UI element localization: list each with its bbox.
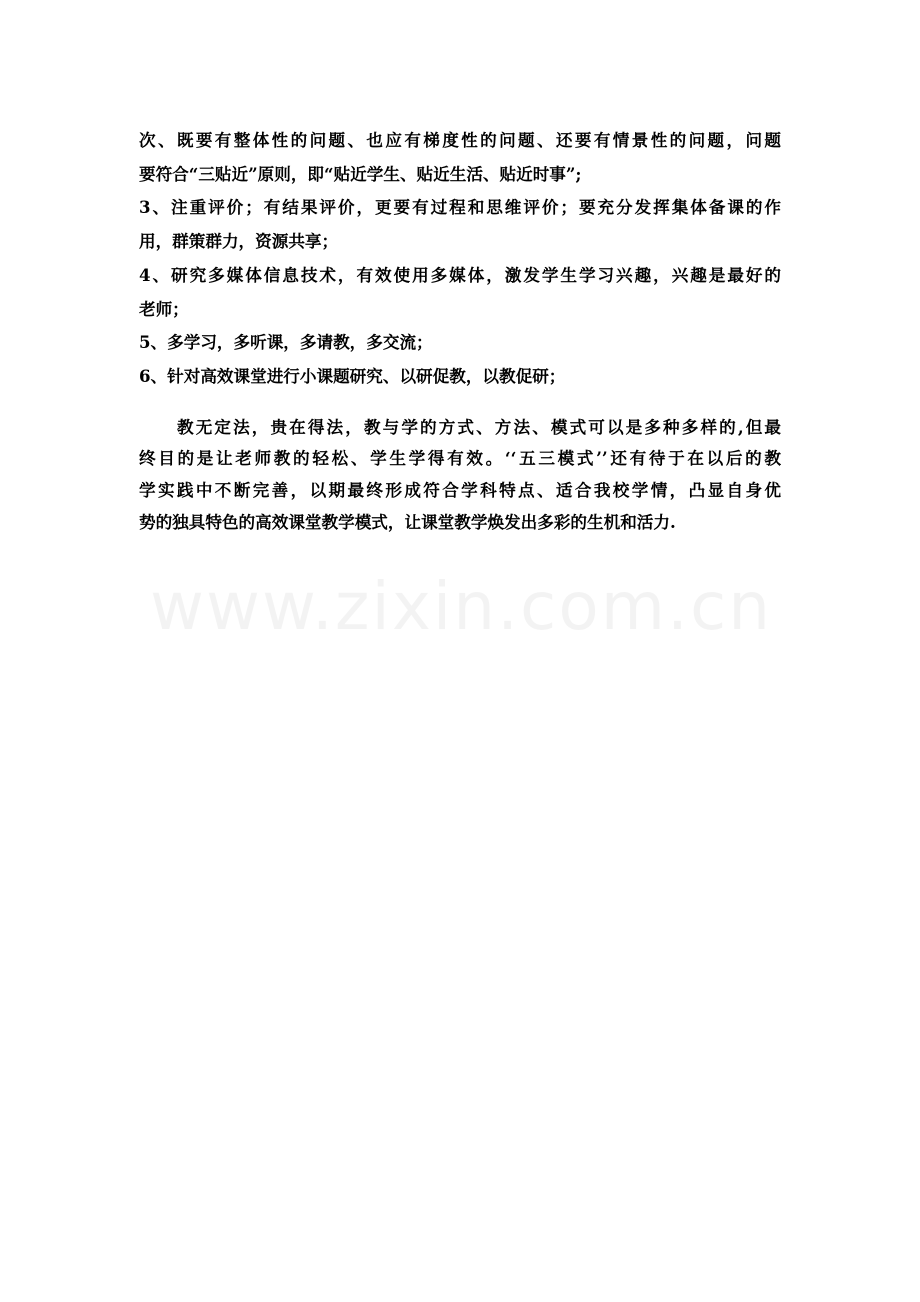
document-body: [139, 124, 781, 539]
list-line: 要符合“三贴近”原则，即“贴近学生、贴近生活、贴近时事”;: [139, 163, 582, 184]
list-item-5: 5、多学习，多听课，多请教，多交流；: [139, 332, 433, 353]
conclusion-paragraph: [139, 412, 781, 539]
list-item-3: 3、注重评价；有结果评价，更要有过程和思维评价；要充分发挥集体备课的作: [139, 197, 781, 218]
paragraph-line: 终目的是让老师教的轻松、学生学得有效。‘‘五三模式’’还有待于在以后的教: [139, 448, 781, 469]
list-line: 次、既要有整体性的问题、也应有梯度性的问题、还要有情景性的问题，问题: [139, 130, 781, 150]
watermark: [150, 568, 770, 645]
list-line: 用，群策群力，资源共享；: [139, 231, 339, 252]
suggestion-list: [139, 124, 781, 394]
list-item-6: 6、针对高效课堂进行小课题研究、以研促教，以教促研；: [139, 365, 566, 386]
list-line: 老师；: [139, 298, 189, 319]
paragraph-line: 势的独具特色的高效课堂教学模式，让课堂教学焕发出多彩的生机和活力.: [139, 512, 676, 533]
paragraph-gap: [139, 394, 781, 412]
list-item-4: 4、研究多媒体信息技术，有效使用多媒体，激发学生学习兴趣，兴趣是最好的: [139, 264, 781, 285]
paragraph-line: 学实践中不断完善，以期最终形成符合学科特点、适合我校学情，凸显自身优: [139, 480, 781, 501]
paragraph-line: 教无定法，贵在得法，教与学的方式、方法、模式可以是多种多样的,但最: [177, 416, 781, 437]
